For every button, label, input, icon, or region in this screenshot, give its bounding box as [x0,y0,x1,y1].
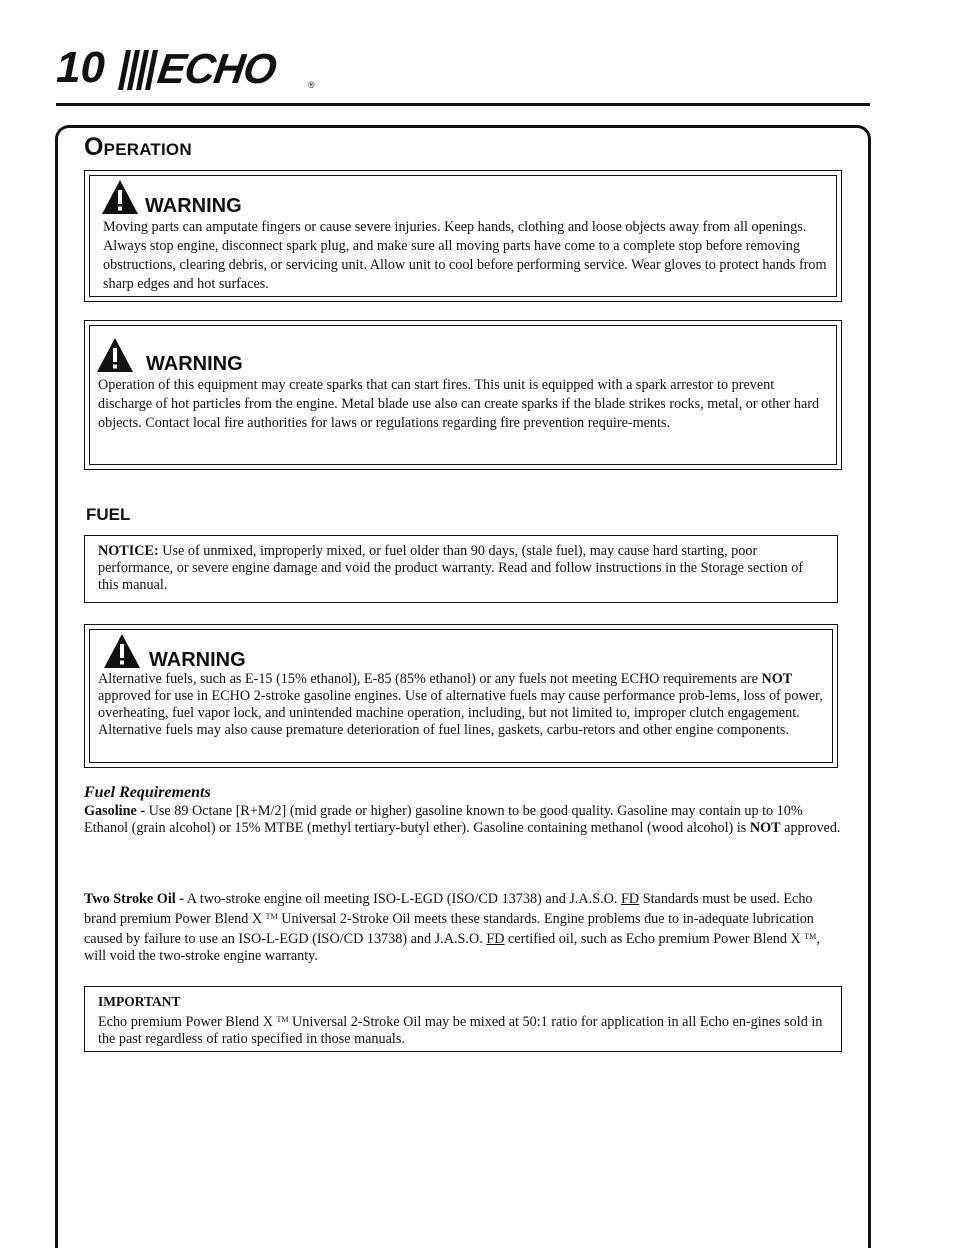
trademark-mark: TM [276,1015,289,1024]
notice-body: Use of unmixed, improperly mixed, or fuel older than 90 days, (stale fuel), may cause hard starting, poor performance, or severe engine damage and void the product warranty. Read and follow instructions in the Storage section of this manual. [98,543,804,593]
page-number: 10 [56,43,105,92]
trademark-mark: TM [265,912,278,921]
oil-text: Universal 2-Stroke Oil meets these standards. Engine problems due to in-adequate lubrication caused by failure to use an ISO-L-EGD (ISO/CD 13738) and J.A.S.O. [84,911,814,947]
warning-text [98,671,826,739]
warning-text: Moving parts can amputate fingers or cause severe injuries. Keep hands, clothing and loose objects away from all openings. Always stop engine, disconnect spark plug, and make sure all moving parts have come to a complete stop before removing obstructions, clearing debris, or servicing unit. Allow unit to cool before performing service. Wear gloves to protect hands from sharp edges and hot surfaces. [103,219,827,292]
title-initial: O [84,133,104,161]
warning-text-part: approved for use in ECHO 2-stroke gasoline engines. Use of alternative fuels may cause performance prob-lems, loss of power, overheating, fuel vapor lock, and unintended machine operation, including, but not limited to, improper clutch engagement. Alternative fuels may also cause premature deterioration of fuel lines, gaskets, carbu-retors and other engine components. [98,688,823,738]
warning-triangle-icon [103,633,141,669]
warning-triangle-icon [96,337,134,373]
important-box [84,986,842,1052]
gasoline-paragraph [84,803,844,837]
echo-logo [118,45,318,92]
brand-name: ECHO [154,45,279,92]
important-text-part: Universal 2-Stroke Oil may be mixed at 50:1 ratio for application in all Echo en-gines sold in the past regardless of ratio specified in those manuals. [98,1014,823,1047]
oil-text: , will void the two-stroke engine warranty. [84,931,820,964]
gasoline-text: Use 89 Octane [R+M/2] (mid grade or higher) gasoline known to be good quality. Gasoline may contain up to 10% Ethanol (grain alcohol) or 15% MTBE (methyl tertiary-butyl ether). Gasoline containing methanol (wood alcohol) is [84,803,803,836]
title-rest: PERATION [103,140,192,159]
header-rule [56,103,870,106]
gasoline-not-emphasis: NOT [749,820,781,836]
registered-mark: ® [308,80,315,90]
notice-box [84,535,838,603]
oil-text: A two-stroke engine oil meeting ISO-L-EGD (ISO/CD 13738) and J.A.S.O. [183,891,621,907]
warning-box-sparks [84,320,842,470]
warning-text-part: Alternative fuels, such as E-15 (15% ethanol), E-85 (85% ethanol) or any fuels not meeting ECHO requirements are [98,671,762,687]
two-stroke-oil-paragraph [84,891,844,965]
important-heading: IMPORTANT [98,994,181,1009]
warning-triangle-icon [101,179,139,215]
warning-not-emphasis: NOT [761,671,793,687]
oil-fd-standard: FD [486,931,505,947]
fuel-requirements-heading: Fuel Requirements [84,784,211,801]
warning-box-moving-parts [84,170,842,302]
gasoline-label: Gasoline - [84,803,146,819]
trademark-mark: TM [804,932,817,941]
oil-fd-standard: FD [621,891,640,907]
warning-text: Operation of this equipment may create sparks that can start fires. This unit is equipped with a spark arrestor to prevent discharge of hot particles from the engine. Metal blade use also can create sparks if the blade strikes rocks, metal, or other hard objects. Contact local fire authorities for laws or regulations regarding fire prevention require-ments. [98,377,820,431]
oil-label: Two Stroke Oil - [84,891,184,907]
warning-heading: WARNING [149,649,246,671]
important-text [98,1011,828,1048]
oil-text: Standards must be used. Echo brand premium Power Blend X [84,891,813,927]
notice-text [98,543,826,594]
important-text-part: Echo premium Power Blend X [98,1014,277,1030]
gasoline-text-end: approved. [780,820,841,836]
notice-label: NOTICE: [98,543,159,559]
warning-heading: WARNING [145,195,242,217]
warning-box-alternative-fuels [84,624,838,768]
important-content [98,993,828,1048]
section-title-fuel: FUEL [86,505,131,524]
warning-heading: WARNING [146,353,243,375]
section-title-operation [84,133,192,162]
oil-text: certified oil, such as Echo premium Power Blend X [504,931,805,947]
